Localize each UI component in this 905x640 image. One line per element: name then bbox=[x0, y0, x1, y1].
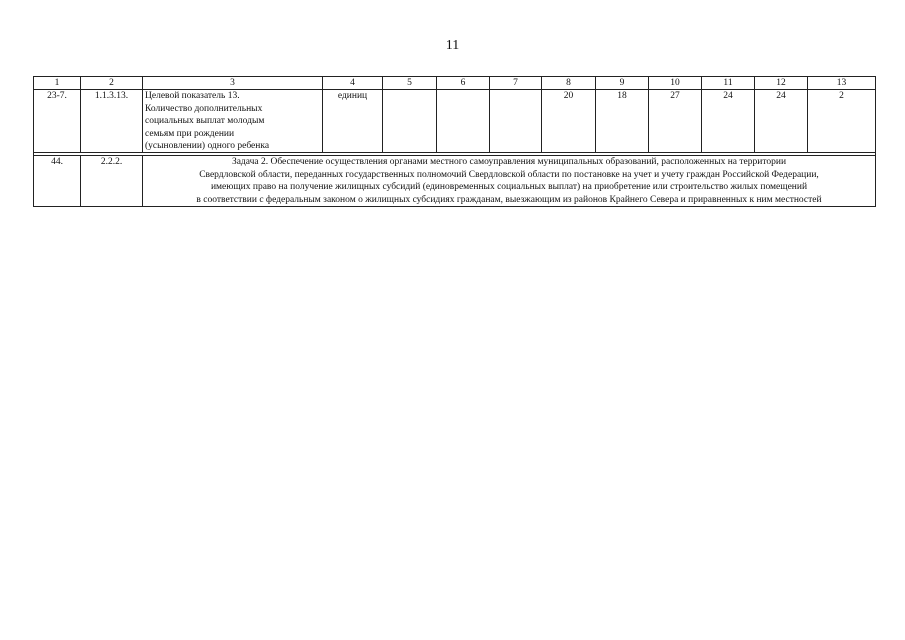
indicator-name-line: социальных выплат молодым bbox=[145, 116, 265, 127]
task-line: Свердловской области, переданных государственных полномочий Свердловской области по постановке на учет и учету граждан Российской Федерации, bbox=[199, 169, 819, 180]
value-cell: 27 bbox=[649, 90, 702, 153]
value-cell: 24 bbox=[755, 90, 808, 153]
header-cell: 9 bbox=[596, 77, 649, 90]
header-cell: 1 bbox=[34, 77, 81, 90]
table-row bbox=[34, 156, 876, 207]
header-cell: 11 bbox=[702, 77, 755, 90]
value-cell: 20 bbox=[542, 90, 596, 153]
indicator-name-line: (усыновлении) одного ребенка bbox=[145, 141, 270, 152]
task-line: в соответствии с федеральным законом о жилищных субсидиях гражданам, выезжающим из районов Крайнего Севера и приравненных к ним местностей bbox=[196, 194, 822, 205]
indicator-name-line: семьям при рождении bbox=[145, 128, 235, 139]
unit-cell: единиц bbox=[323, 90, 383, 153]
value-cell: 24 bbox=[702, 90, 755, 153]
indicator-name-cell bbox=[143, 90, 323, 153]
header-cell: 12 bbox=[755, 77, 808, 90]
row-number-cell: 44. bbox=[34, 156, 81, 207]
indicator-name-line: Целевой показатель 13. bbox=[145, 91, 240, 102]
header-cell: 8 bbox=[542, 77, 596, 90]
value-cell bbox=[490, 90, 542, 153]
row-number-cell: 23-7. bbox=[34, 90, 81, 153]
row-code-cell: 1.1.3.13. bbox=[81, 90, 143, 153]
header-cell: 10 bbox=[649, 77, 702, 90]
task-description-cell bbox=[143, 156, 876, 207]
page-number: 11 bbox=[445, 38, 460, 53]
row-code-cell: 2.2.2. bbox=[81, 156, 143, 207]
header-row bbox=[34, 77, 876, 90]
value-cell: 18 bbox=[596, 90, 649, 153]
header-cell: 7 bbox=[490, 77, 542, 90]
header-cell: 5 bbox=[383, 77, 437, 90]
value-cell bbox=[383, 90, 437, 153]
header-cell: 6 bbox=[437, 77, 490, 90]
value-cell: 2 bbox=[808, 90, 876, 153]
indicator-name-line: Количество дополнительных bbox=[145, 103, 263, 114]
table-row bbox=[34, 90, 876, 153]
task-line: Задача 2. Обеспечение осуществления органами местного самоуправления муниципальных образований, расположенных на территории bbox=[231, 157, 787, 168]
value-cell bbox=[437, 90, 490, 153]
header-cell: 4 bbox=[323, 77, 383, 90]
task-line: имеющих право на получение жилищных субсидий (единовременных социальных выплат) на приобретение или строительство жилых помещений bbox=[210, 182, 808, 193]
header-cell: 2 bbox=[81, 77, 143, 90]
header-cell: 3 bbox=[143, 77, 323, 90]
header-cell: 13 bbox=[808, 77, 876, 90]
indicator-table bbox=[33, 76, 876, 207]
